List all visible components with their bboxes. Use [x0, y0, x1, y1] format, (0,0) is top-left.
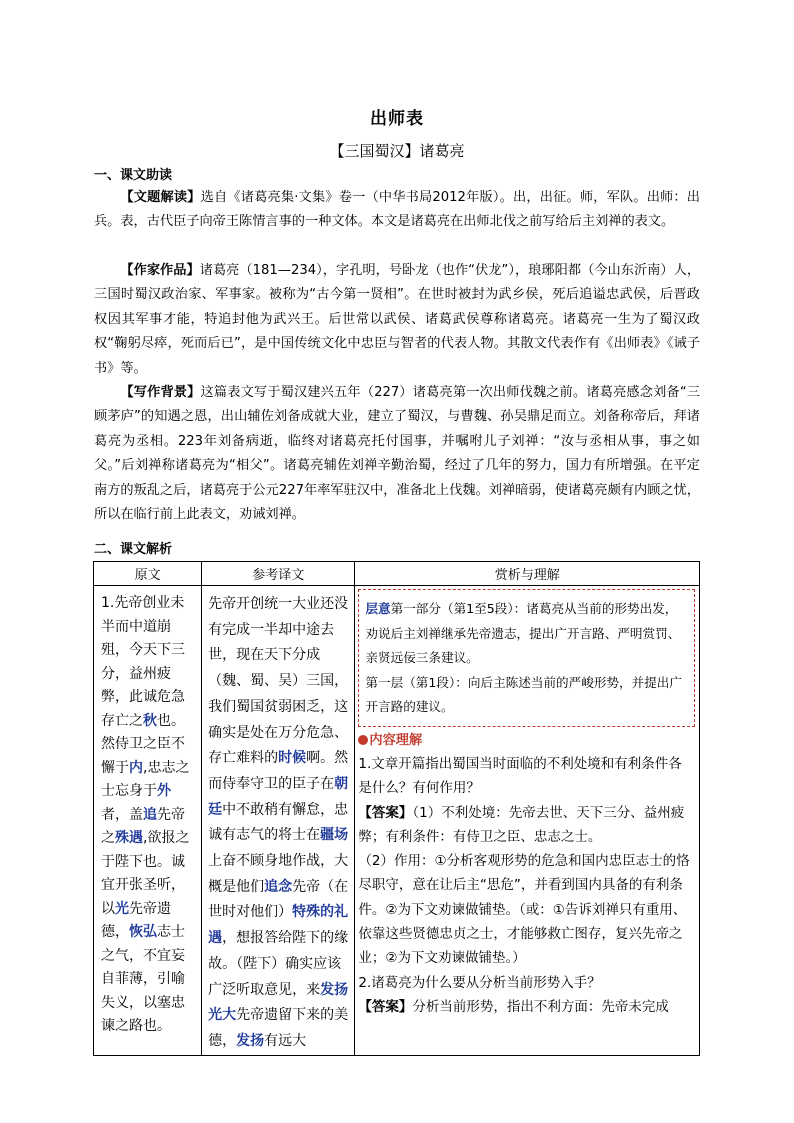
highlight-word: 追: [143, 806, 157, 823]
content-understanding-heading: 内容理解: [358, 730, 695, 752]
question-one: 1.文章开篇指出蜀国当时面临的不利处境和有利条件各是什么？有何作用？: [358, 755, 682, 797]
section-heading-analysis: 二、课文解析: [94, 542, 173, 557]
text-author-works: 诸葛亮（181—234），字孔明，号卧龙（也作“伏龙”），琅琊阳都（今山东沂南）人，三国时蜀汉政治家、军事家。被称为“古今第一贤相”。在世时被封为武乡侯，死后追谥忠武侯，后晋政权因其军事才能，特追封他为武兴王。后世常以武侯、诸葛武侯尊称诸葛亮。诸葛亮一生为了蜀汉政权“鞠躬尽瘁，死而后已”，是中国传统文化中忠臣与智者的代表人物。其散文代表作有《出师表》《诫子书》等。: [94, 263, 701, 376]
highlight-word: 殊遇: [115, 830, 143, 846]
highlight-word: 发扬: [236, 1032, 265, 1049]
cell-original: [94, 586, 202, 1056]
paragraph-title-explanation: [94, 186, 700, 235]
answer-two: 【答案】分析当前形势，指出不利方面：先帝未完成: [358, 998, 669, 1015]
cell-analysis: [355, 586, 700, 1056]
highlight-word: 追念: [264, 878, 293, 895]
text-background: 这篇表文写于蜀汉建兴五年（227）诸葛亮第一次出师伐魏之前。诸葛亮感念刘备“三顾茅庐”的知遇之恩，出山辅佐刘备成就大业，建立了蜀汉，与曹魏、孙吴鼎足而立。刘备称帝后，拜诸葛亮为丞相。223年刘备病逝，临终对诸葛亮托付国事，并嘱咐儿子刘禅：“汝与丞相从事，事之如父。”后刘禅称诸葛亮为“相父”。诸葛亮辅佐刘禅辛勤治蜀，经过了几年的努力，国力有所增强。在平定南方的叛乱之后，诸葛亮于公元227年率军驻汉中，准备北上伐魏。刘禅暗弱，使诸葛亮颇有内顾之忧，所以在临行前上此表文，劝诫刘禅。: [94, 385, 701, 523]
highlight-word: 朝廷: [208, 775, 349, 818]
header-analysis: 赏析与理解: [355, 562, 700, 586]
highlight-word: 外: [157, 783, 171, 799]
page-title: 出师表: [370, 109, 424, 129]
author-line: 【三国蜀汉】诸葛亮: [329, 142, 465, 160]
highlight-word: 光: [115, 900, 129, 917]
translation-text: 先帝开创统一大业还没有完成一半却中途去世，现在天下分成（魏、蜀、吴）三国，我们蜀国贫弱困乏，这确实是处在万分危急、存亡难料的时候啊。然而侍奉守卫的臣子在朝廷中不敢稍有懈怠，忠诚有志气的将士在疆场上奋不顾身地作战，大概是他们追念先帝（在世时对他们）特殊的礼遇，想报答给陛下的缘故。（陛下）确实应该广泛听取意见，来发扬光大先帝遗留下来的美德，发扬有远大: [208, 596, 349, 1049]
answer-one-part1: 【答案】（1）不利处境：先帝去世、天下三分、益州疲弊；有利条件：有侍卫之臣、忠志之士。: [358, 804, 685, 845]
text-title-explanation: 选自《诸葛亮集·文集》卷一（中华书局2012年版）。出，出征。师，军队。出师：出兵。表，古代臣子向帝王陈情言事的一种文体。本文是诸葛亮在出师北伐之前写给后主刘禅的表文。: [94, 190, 700, 230]
layer-text: 第一部分（第1至5段）：诸葛亮从当前的形势出发，劝说后主刘禅继承先帝遗志，提出广开言路、严明赏罚、亲贤远佞三条建议。: [365, 601, 681, 666]
cell-translation: [202, 586, 355, 1056]
table-row: [94, 586, 700, 1056]
highlight-word: 内: [129, 759, 143, 776]
tag-title-explanation: 【文题解读】: [120, 190, 201, 205]
section-heading-intro: 一、课文助读: [94, 168, 173, 183]
highlight-word: 时候: [278, 750, 307, 767]
analysis-content: [355, 586, 699, 1019]
highlight-word: 特殊的礼遇: [208, 904, 349, 947]
paragraph-background: [94, 381, 700, 527]
layer-tag: 层意: [365, 601, 391, 616]
question-two: 2.诸葛亮为什么要从分析当前形势入手？: [358, 974, 601, 991]
header-translation: 参考译文: [202, 562, 355, 586]
header-original: 原文: [94, 562, 202, 586]
highlight-word: 秋: [143, 712, 157, 729]
analysis-table: [93, 561, 700, 1056]
answer-one-part2: （2）作用：①分析客观形势的危急和国内忠臣志士的恪尽职守，意在让后主“思危”，并看到国内具备的有利条件。②为下文劝谏做铺垫。（或：①告诉刘禅只有重用、依靠这些贤德忠贞之士，才能够救亡图存，复兴先帝之业；②为下文劝谏做铺垫。）: [358, 853, 690, 967]
tag-author-works: 【作家作品】: [120, 263, 200, 278]
highlight-word: 疆场: [320, 827, 349, 844]
layer-summary-box: [358, 589, 695, 727]
layer-two-text: 第一层（第1段）：向后主陈述当前的严峻形势，并提出广开言路的建议。: [365, 674, 682, 715]
table-header-row: [94, 562, 700, 586]
highlight-word: 发扬光大: [208, 981, 349, 1024]
original-text: 1.先帝创业未半而中道崩殂，今天下三分，益州疲弊，此诚危急存亡之秋也。然侍卫之臣不懈于内,忠志之士忘身于外者，盖追先帝之殊遇,欲报之于陛下也。诚宜开张圣听，以光先帝遗德，恢弘志士之气，不宜妄自菲薄，引喻失义，以塞忠谏之路也。: [101, 595, 190, 1034]
tag-background: 【写作背景】: [120, 385, 201, 400]
bullet-dot-icon: [358, 735, 368, 745]
paragraph-author-works: [94, 259, 700, 381]
highlight-word: 恢弘: [129, 924, 157, 940]
